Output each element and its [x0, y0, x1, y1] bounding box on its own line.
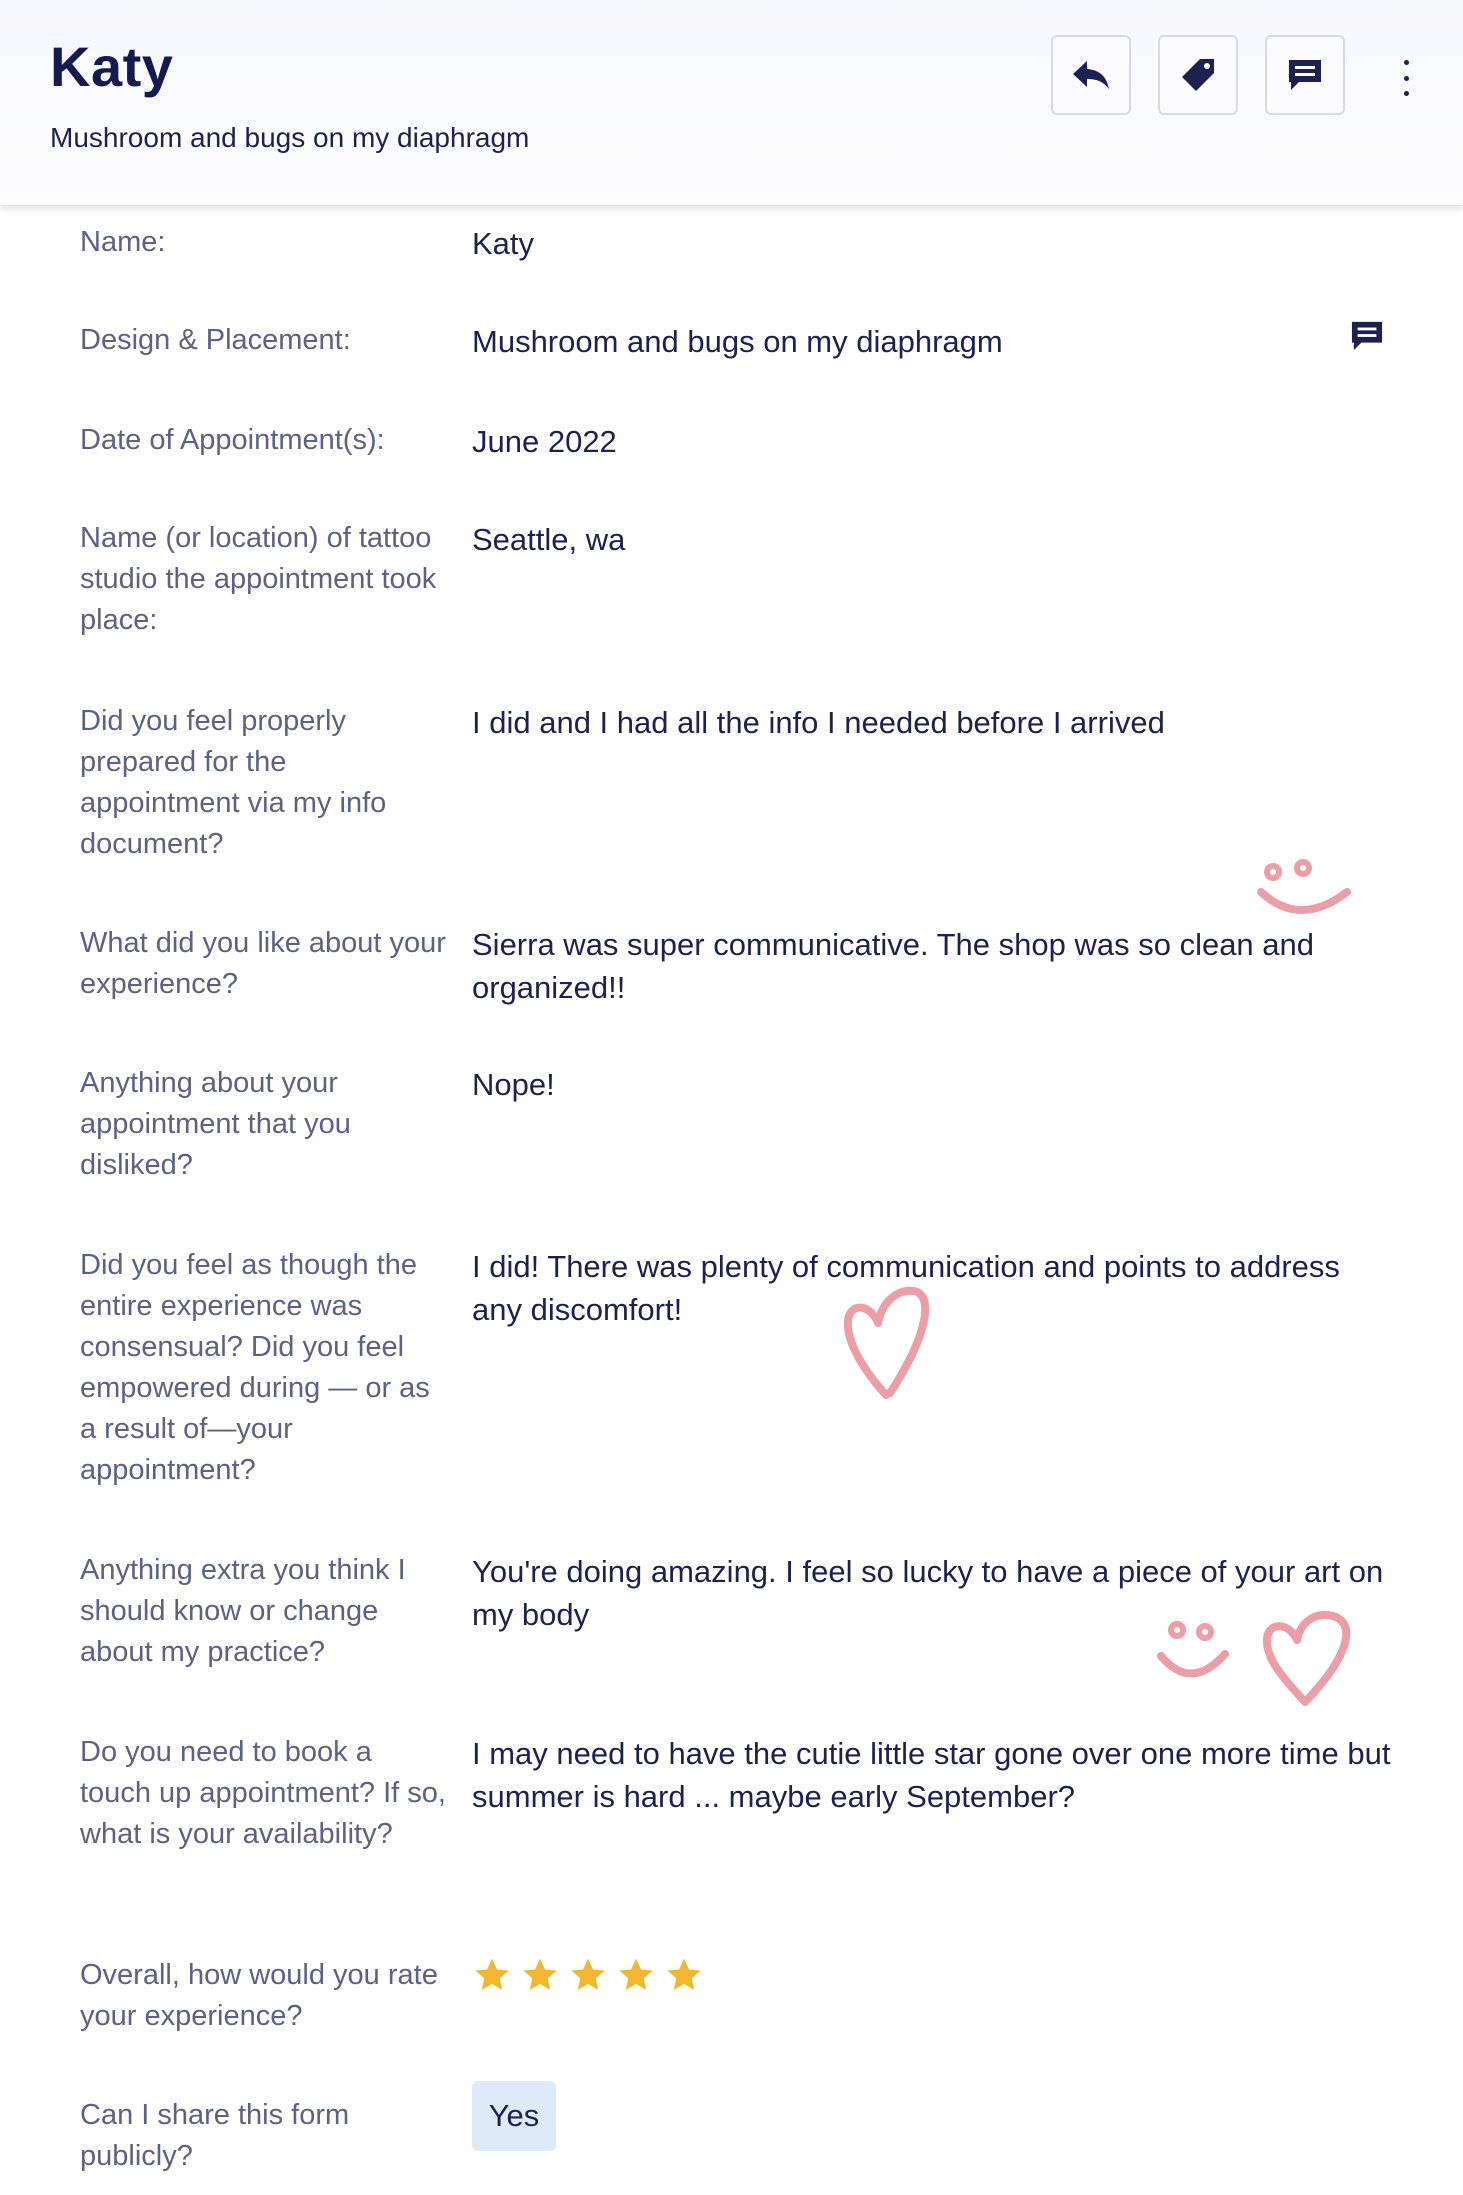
- field-label: Can I share this form publicly?: [80, 2099, 350, 2172]
- star-icon: [616, 1955, 656, 1995]
- field-value: I did! There was plenty of communication and points to address any discomfort!: [472, 1249, 1340, 1327]
- field-value: Mushroom and bugs on my diaphragm: [472, 324, 1003, 359]
- field-label: Did you feel as though the entire experience was consensual? Did you feel empowered during — or as a result of—your appointment?: [80, 1249, 430, 1486]
- field-value: Seattle, wa: [472, 522, 626, 557]
- star-icon: [472, 1955, 512, 1995]
- tag-icon: [1178, 55, 1218, 95]
- star-icon: [664, 1955, 704, 1995]
- field-label: Overall, how would you rate your experience?: [80, 1959, 438, 2032]
- page-title: Katy: [50, 35, 174, 98]
- comment-icon: [1287, 58, 1323, 92]
- field-label: Anything about your appointment that you disliked?: [80, 1067, 351, 1181]
- field-value: Katy: [472, 226, 535, 261]
- comment-button[interactable]: [1265, 35, 1345, 115]
- field-label: Anything extra you think I should know or change about my practice?: [80, 1554, 406, 1668]
- field-label: Did you feel properly prepared for the appointment via my info document?: [80, 705, 387, 860]
- field-value: You're doing amazing. I feel so lucky to have a piece of your art on my body: [472, 1554, 1384, 1632]
- kebab-menu-icon[interactable]: [1394, 60, 1418, 96]
- page-subtitle: Mushroom and bugs on my diaphragm: [50, 122, 530, 153]
- field-label: What did you like about your experience?: [80, 927, 446, 1000]
- field-label: Name:: [80, 226, 166, 258]
- star-icon: [568, 1955, 608, 1995]
- tag-button[interactable]: [1158, 35, 1238, 115]
- field-label: Do you need to book a touch up appointment? If so, what is your availability?: [80, 1736, 446, 1850]
- field-value: I may need to have the cutie little star gone over one more time but summer is hard ... maybe early September?: [472, 1736, 1391, 1814]
- field-label: Name (or location) of tattoo studio the appointment took place:: [80, 522, 437, 636]
- reply-icon: [1071, 58, 1111, 92]
- comment-icon[interactable]: [1350, 320, 1384, 352]
- heart-doodle-icon: [838, 1285, 940, 1405]
- smiley-heart-doodle-icon: [1155, 1610, 1375, 1710]
- header-bar: [0, 0, 1463, 206]
- star-icon: [520, 1955, 560, 1995]
- field-value: Sierra was super communicative. The shop was so clean and organized!!: [472, 927, 1315, 1005]
- field-label: Design & Placement:: [80, 324, 351, 356]
- reply-button[interactable]: [1051, 35, 1131, 115]
- field-value: Nope!: [472, 1067, 555, 1102]
- field-value: June 2022: [472, 424, 617, 459]
- field-value: I did and I had all the info I needed before I arrived: [472, 705, 1165, 740]
- field-label: Date of Appointment(s):: [80, 424, 385, 456]
- smiley-doodle-icon: [1255, 858, 1355, 928]
- share-answer-badge: Yes: [472, 2081, 556, 2151]
- star-rating: [472, 1955, 704, 1995]
